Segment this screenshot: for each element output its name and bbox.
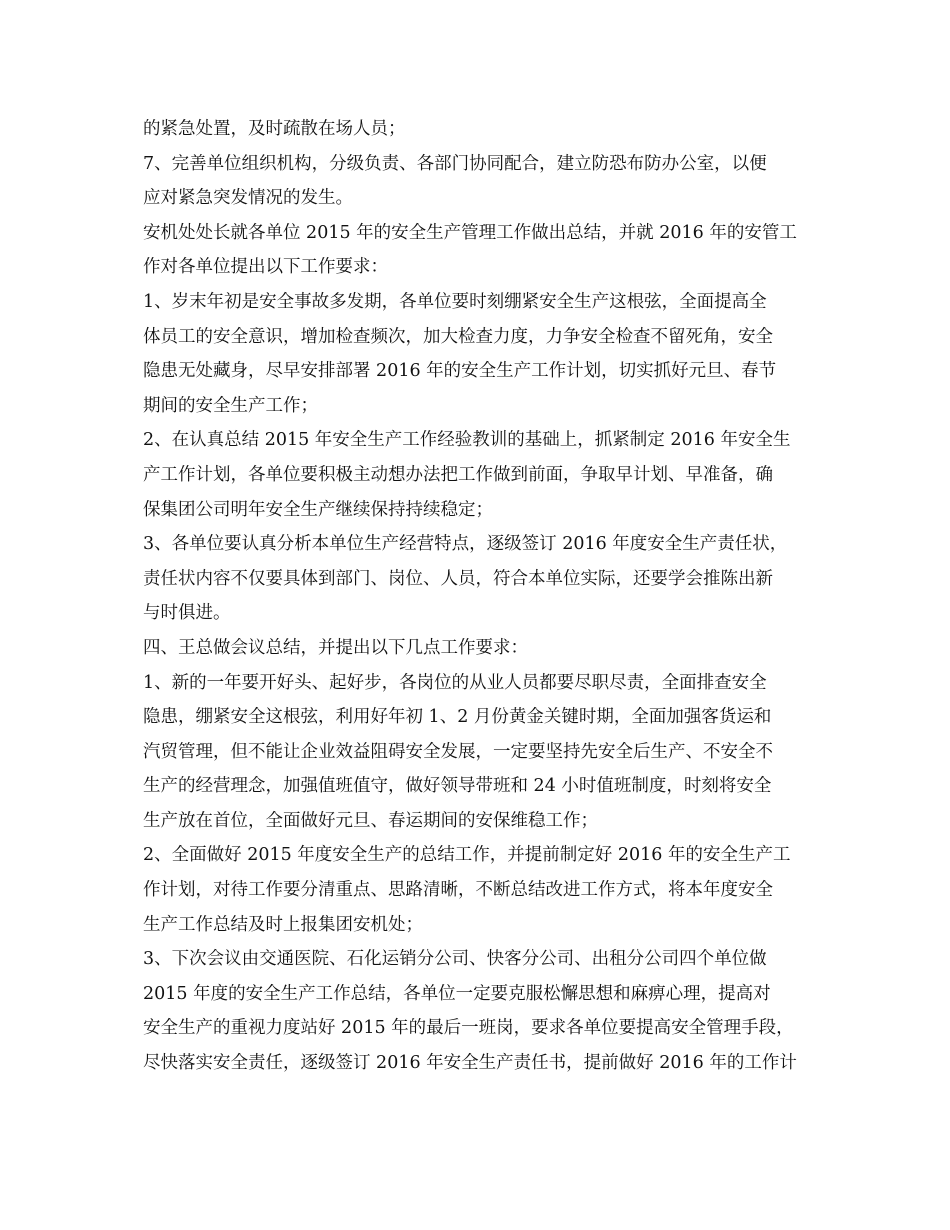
text-line: 产工作计划，各单位要积极主动想办法把工作做到前面，争取早计划、早准备，确 bbox=[143, 464, 773, 485]
text-line: 尽快落实安全责任，逐级签订 2016 年安全生产责任书，提前做好 2016 年的工作计 bbox=[143, 1053, 797, 1074]
text-line: 生产放在首位，全面做好元旦、春运期间的安保维稳工作； bbox=[143, 810, 598, 831]
text-line: 安机处处长就各单位 2015 年的安全生产管理工作做出总结，并就 2016 年的安管工 bbox=[143, 222, 797, 243]
text-line: 作对各单位提出以下工作要求： bbox=[143, 257, 388, 278]
text-line: 3、下次会议由交通医院、石化运销分公司、快客分公司、出租分公司四个单位做 bbox=[143, 949, 767, 970]
text-line: 2、在认真总结 2015 年安全生产工作经验教训的基础上，抓紧制定 2016 年安全生 bbox=[143, 430, 791, 451]
document-body bbox=[143, 112, 817, 1081]
text-line: 隐患无处藏身，尽早安排部署 2016 年的安全生产工作计划，切实抓好元旦、春节 bbox=[143, 361, 777, 382]
text-line: 生产工作总结及时上报集团安机处； bbox=[143, 914, 423, 935]
text-line: 与时俱进。 bbox=[143, 603, 231, 624]
text-line: 3、各单位要认真分析本单位生产经营特点，逐级签订 2016 年度安全生产责任状， bbox=[143, 534, 788, 555]
text-line: 2015 年度的安全生产工作总结，各单位一定要克服松懈思想和麻痹心理，提高对 bbox=[143, 983, 771, 1004]
text-line: 作计划，对待工作要分清重点、思路清晰，不断总结改进工作方式，将本年度安全 bbox=[143, 880, 773, 901]
text-line: 体员工的安全意识，增加检查频次，加大检查力度，力争安全检查不留死角，安全 bbox=[143, 326, 773, 347]
text-line: 汽贸管理，但不能让企业效益阻碍安全发展，一定要坚持先安全后生产、不安全不 bbox=[143, 741, 773, 762]
text-line: 应对紧急突发情况的发生。 bbox=[143, 188, 353, 209]
text-line: 的紧急处置，及时疏散在场人员； bbox=[143, 119, 406, 139]
text-line: 2、全面做好 2015 年度安全生产的总结工作，并提前制定好 2016 年的安全生产工 bbox=[143, 845, 791, 866]
text-line: 生产的经营理念，加强值班值守，做好领导带班和 24 小时值班制度，时刻将安全 bbox=[143, 776, 772, 797]
text-line: 责任状内容不仅要具体到部门、岗位、人员，符合本单位实际，还要学会推陈出新 bbox=[143, 568, 773, 589]
text-line: 7、完善单位组织机构，分级负责、各部门协同配合，建立防恐布防办公室，以便 bbox=[143, 153, 767, 174]
text-line: 安全生产的重视力度站好 2015 年的最后一班岗，要求各单位要提高安全管理手段， bbox=[143, 1018, 794, 1039]
text-line: 隐患，绷紧安全这根弦，利用好年初 1、2 月份黄金关键时期，全面加强客货运和 bbox=[143, 707, 772, 728]
text-line: 保集团公司明年安全生产继续保持持续稳定； bbox=[143, 499, 493, 520]
text-line: 1、新的一年要开好头、起好步，各岗位的从业人员都要尽职尽责，全面排查安全 bbox=[143, 672, 767, 693]
text-line: 四、王总做会议总结，并提出以下几点工作要求： bbox=[143, 637, 528, 658]
text-line: 期间的安全生产工作； bbox=[143, 395, 318, 416]
text-line: 1、岁末年初是安全事故多发期，各单位要时刻绷紧安全生产这根弦，全面提高全 bbox=[143, 291, 767, 312]
